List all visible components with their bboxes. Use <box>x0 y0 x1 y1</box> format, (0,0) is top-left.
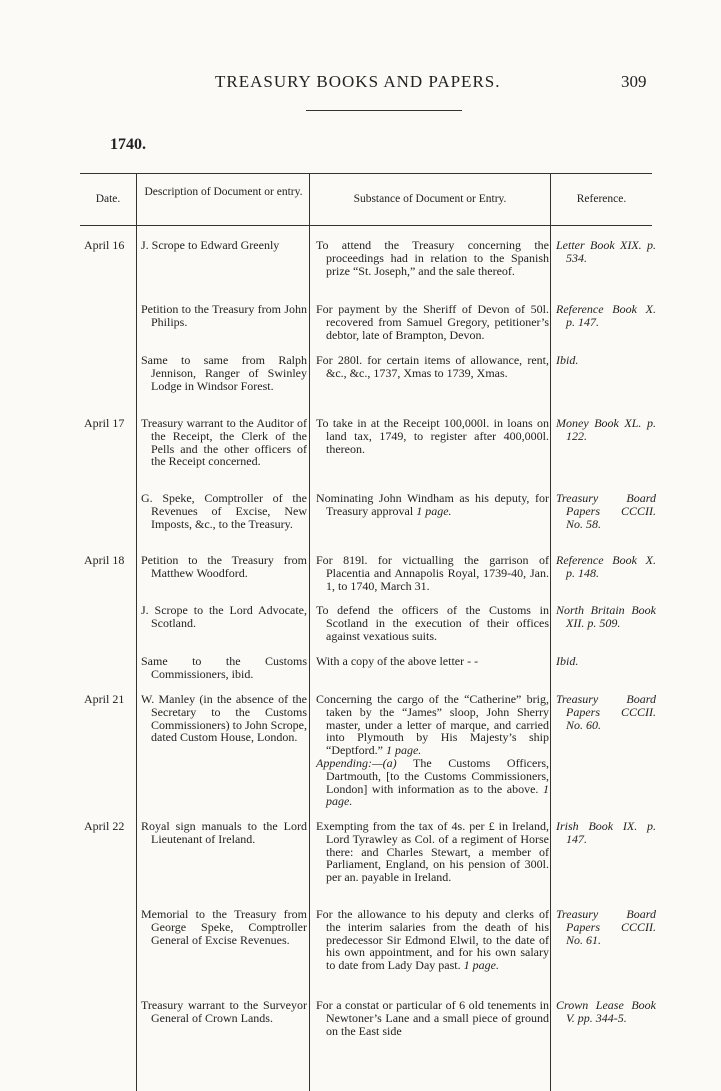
row-substance: Exempting from the tax of 4s. per £ in Ireland, Lord Tyrawley as Col. of a regiment of Horse there: and Charles Stewart, a member of Parliament, England, on his pension of 300l. per an. payable in Ireland. <box>316 819 549 885</box>
row-description: Petition to the Treasury from Matthew Woodford. <box>141 553 307 580</box>
row-substance: To defend the officers of the Customs in Scotland in the execution of their offices against vexatious suits. <box>316 603 549 643</box>
row-substance: To take in at the Receipt 100,000l. in loans on land tax, 1749, to register after 400,000l. thereon. <box>316 416 549 456</box>
row-description: Royal sign manuals to the Lord Lieutenant of Ireland. <box>141 819 307 846</box>
table-header-rule <box>80 225 652 226</box>
substance-main <box>316 692 549 758</box>
substance-text: Concerning the cargo of the “Catherine” brig, taken by the “James” sloop, John Sherry master, under a letter of marque, and carried into Plymouth by His Majesty’s ship “Deptford.” <box>316 692 549 758</box>
row-description: Treasury warrant to the Surveyor General of Crown Lands. <box>141 998 307 1025</box>
running-head-title: TREASURY BOOKS AND PAPERS. <box>215 72 501 91</box>
row-description: Memorial to the Treasury from George Speke, Comptroller General of Excise Revenues. <box>141 907 307 947</box>
column-rule <box>136 173 137 1091</box>
appending-label: Appending:—(a) <box>316 755 397 770</box>
row-substance <box>316 492 549 518</box>
row-reference: Reference Book X. p. 147. <box>556 302 656 329</box>
records-table <box>80 173 656 1091</box>
row-reference: North Britain Book XII. p. 509. <box>556 603 656 630</box>
page-count: 1 page. <box>385 743 422 758</box>
row-reference: Irish Book IX. p. 147. <box>556 819 656 846</box>
page-count: 1 page. <box>326 781 549 809</box>
row-description: Same to the Customs Commissioners, ibid. <box>141 654 307 681</box>
column-rule <box>550 173 551 1091</box>
row-reference: Ibid. <box>556 654 579 668</box>
row-description: Same to same from Ralph Jennison, Ranger of Swinley Lodge in Windsor Forest. <box>141 353 307 393</box>
column-header-substance: Substance of Document or Entry. <box>353 193 507 205</box>
appending-note <box>316 755 549 809</box>
column-header-description: Description of Document or entry. <box>144 186 303 198</box>
header-rule <box>306 110 462 111</box>
table-top-rule <box>80 173 652 174</box>
row-description: J. Scrope to the Lord Advocate, Scotland. <box>141 603 307 630</box>
substance-text: Nominating John Windham as his deputy, for Treasury approval <box>316 491 549 518</box>
row-date: April 16 <box>84 238 125 252</box>
row-date: April 17 <box>84 416 125 430</box>
row-substance: To attend the Treasury concerning the proceedings had in relation to the Spanish prize “St. Joseph,” and the sale thereof. <box>316 238 549 278</box>
page-count: 1 page. <box>463 958 499 973</box>
row-description: J. Scrope to Edward Greenly <box>141 238 280 252</box>
row-date: April 22 <box>84 819 125 833</box>
row-reference: Letter Book XIX. p. 534. <box>556 238 656 265</box>
row-description: Treasury warrant to the Auditor of the Receipt, the Clerk of the Pells and the other officers of the Receipt concerned. <box>141 416 307 469</box>
row-substance <box>316 693 549 808</box>
row-substance: For payment by the Sheriff of Devon of 50l. recovered from Samuel Gregory, petitioner’s debtor, late of Brampton, Devon. <box>316 302 549 342</box>
row-substance: For 280l. for certain items of allowance, rent, &c., &c., 1737, Xmas to 1739, Xmas. <box>316 353 549 380</box>
row-date: April 18 <box>84 553 125 567</box>
row-substance: For a constat or particular of 6 old tenements in Newtoner’s Lane and a small piece of ground on the East side <box>316 998 549 1038</box>
column-header-date: Date. <box>95 193 121 205</box>
column-header-reference: Reference. <box>576 193 627 205</box>
row-reference: Treasury Board Papers CCCII. No. 58. <box>556 491 656 531</box>
page-count: 1 page. <box>416 503 452 518</box>
row-substance <box>316 908 549 972</box>
row-date: April 21 <box>84 692 125 706</box>
row-reference: Treasury Board Papers CCCII. No. 61. <box>556 907 656 947</box>
substance-text: For the allowance to his deputy and clerks of the interim salaries from the death of his predecessor Sir Edmond Elwil, to the date of his own appointment, and for his own salary to date from Lady Day past. <box>316 907 549 973</box>
row-reference: Ibid. <box>556 353 579 367</box>
row-description: G. Speke, Comptroller of the Revenues of Excise, New Imposts, &c., to the Treasury. <box>141 491 307 531</box>
appending-text: The Customs Officers, Dartmouth, [to the Customs Commissioners, London] with information as to the above. <box>326 755 549 796</box>
row-reference: Treasury Board Papers CCCII. No. 60. <box>556 692 656 732</box>
row-description: W. Manley (in the absence of the Secretary to the Customs Commissioners) to John Scrope, dated Custom House, London. <box>141 692 307 745</box>
row-substance: With a copy of the above letter - - <box>316 654 479 668</box>
page-number: 309 <box>621 72 647 91</box>
running-head <box>0 72 721 96</box>
row-substance: For 819l. for victualling the garrison of Placentia and Annapolis Royal, 1739-40, Jan. 1, to 1740, March 31. <box>316 553 549 593</box>
year-heading: 1740. <box>110 136 146 153</box>
row-reference: Reference Book X. p. 148. <box>556 553 656 580</box>
column-rule <box>309 173 310 1091</box>
row-reference: Crown Lease Book V. pp. 344-5. <box>556 998 656 1025</box>
row-reference: Money Book XL. p. 122. <box>556 416 656 443</box>
row-description: Petition to the Treasury from John Philips. <box>141 302 307 329</box>
